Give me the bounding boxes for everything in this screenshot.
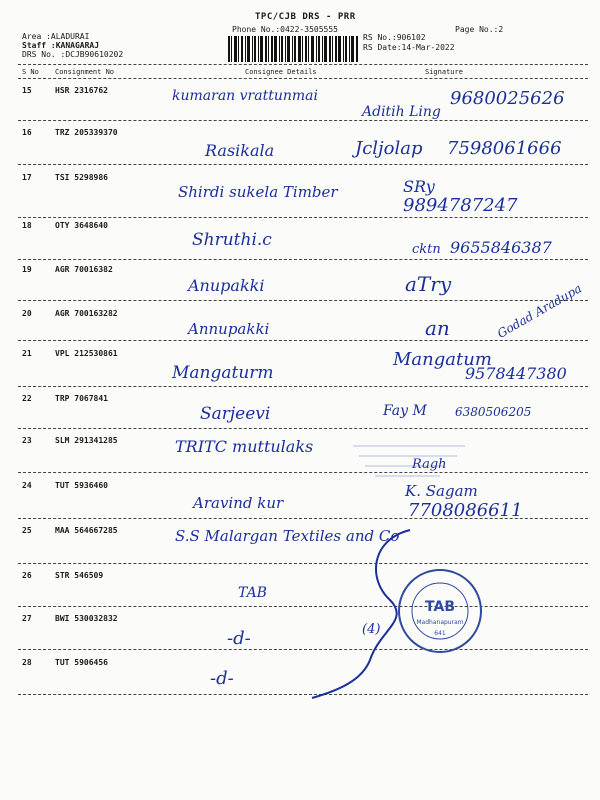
consignment-number: TUT 5936460 <box>55 481 108 490</box>
row-divider <box>18 300 588 301</box>
row-divider <box>18 259 588 260</box>
document-title: TPC/CJB DRS - PRR <box>255 12 356 22</box>
signature-handwriting: (4) <box>362 622 381 637</box>
row-number: 17 <box>22 173 32 182</box>
header-divider <box>18 78 588 79</box>
row-number: 25 <box>22 526 32 535</box>
col-sno: S No <box>22 68 39 76</box>
row-number: 15 <box>22 86 32 95</box>
consignment-number: VPL 212530861 <box>55 349 118 358</box>
row-divider <box>18 120 588 121</box>
barcode-icon <box>228 36 360 62</box>
consignee-handwriting: S.S Malargan Textiles and Co <box>175 527 400 545</box>
phone-handwriting: 6380506205 <box>455 405 532 419</box>
row-number: 22 <box>22 394 32 403</box>
stamp-code: 641 <box>434 630 446 637</box>
rs-number: RS No.:906102 <box>363 33 426 42</box>
consignment-number: SLM 291341285 <box>55 436 118 445</box>
row-divider <box>18 164 588 165</box>
area-field: Area :ALADURAI <box>22 32 90 41</box>
consignee-handwriting: Shruthi.c <box>192 230 272 250</box>
col-consignee: Consignee Details <box>245 68 317 76</box>
consignee-handwriting: Shirdi sukela Timber <box>178 183 338 201</box>
consignee-handwriting: Sarjeevi <box>200 404 271 424</box>
stamp-center: TAB <box>425 599 455 615</box>
row-number: 20 <box>22 309 32 318</box>
signature-handwriting: Fay M <box>383 403 427 419</box>
consignee-handwriting: -d- <box>227 628 251 649</box>
row-divider <box>18 472 588 473</box>
company-stamp <box>395 566 485 656</box>
consignment-number: OTY 3648640 <box>55 221 108 230</box>
signature-handwriting: Mangatum <box>393 349 492 370</box>
consignment-number: BWI 530032832 <box>55 614 118 623</box>
consignment-number: TRZ 205339370 <box>55 128 118 137</box>
rs-date: RS Date:14-Mar-2022 <box>363 43 455 52</box>
consignment-number: TSI 5298986 <box>55 173 108 182</box>
header-divider <box>18 64 588 65</box>
consignee-handwriting: kumaran vrattunmai <box>172 88 318 104</box>
row-divider <box>18 428 588 429</box>
phone-number: Phone No.:0422-3505555 <box>232 25 338 34</box>
phone-handwriting: 9680025626 <box>450 88 565 109</box>
row-number: 19 <box>22 265 32 274</box>
col-consignment: Consignment No <box>55 68 115 76</box>
signature-handwriting: Aditih Ling <box>362 104 441 120</box>
row-number: 18 <box>22 221 32 230</box>
row-number: 21 <box>22 349 32 358</box>
phone-handwriting: 9894787247 <box>403 195 518 216</box>
row-divider <box>18 340 588 341</box>
row-number: 27 <box>22 614 32 623</box>
signature-handwriting: cktn <box>412 242 441 257</box>
consignment-number: AGR 70016382 <box>55 265 113 274</box>
signature-handwriting: Ragh <box>412 457 447 472</box>
phone-handwriting: 9655846387 <box>450 238 552 257</box>
stamp-town: Madhanapuram <box>416 619 464 626</box>
phone-handwriting: 7708086611 <box>408 500 523 521</box>
consignee-handwriting: Mangaturm <box>172 363 274 383</box>
consignment-number: AGR 700163282 <box>55 309 118 318</box>
consignment-number: STR 546509 <box>55 571 104 580</box>
consignment-number: MAA 564667285 <box>55 526 118 535</box>
signature-handwriting: SRy <box>403 177 435 196</box>
consignee-handwriting: Annupakki <box>188 320 270 338</box>
signature-handwriting: an <box>425 316 450 340</box>
row-number: 16 <box>22 128 32 137</box>
drs-number: DRS No. :DCJB90610202 <box>22 50 124 59</box>
consignee-handwriting: -d- <box>210 668 234 689</box>
faded-stamp <box>345 440 485 490</box>
row-number: 24 <box>22 481 32 490</box>
phone-handwriting: 7598061666 <box>447 138 562 159</box>
consignee-handwriting: TRITC muttulaks <box>175 437 314 456</box>
signature-handwriting: Jcljolap <box>355 138 423 159</box>
row-divider <box>18 217 588 218</box>
row-divider <box>18 518 588 519</box>
consignee-handwriting: Rasikala <box>205 141 275 160</box>
row-divider <box>18 386 588 387</box>
signature-handwriting: K. Sagam <box>405 482 478 500</box>
row-number: 28 <box>22 658 32 667</box>
col-signature: Signature <box>425 68 463 76</box>
consignee-handwriting: Anupakki <box>188 276 265 295</box>
page-number: Page No.:2 <box>455 25 504 34</box>
consignment-number: TRP 7067841 <box>55 394 108 403</box>
consignee-handwriting: TAB <box>238 585 267 601</box>
phone-handwriting: 9578447380 <box>465 364 567 383</box>
consignment-number: TUT 5906456 <box>55 658 108 667</box>
signature-handwriting: aTry <box>405 272 452 296</box>
row-number: 23 <box>22 436 32 445</box>
consignee-handwriting: Aravind kur <box>193 494 284 512</box>
signature-handwriting: Godad Aradupa <box>494 281 585 341</box>
consignment-number: HSR 2316762 <box>55 86 108 95</box>
row-number: 26 <box>22 571 32 580</box>
staff-field: Staff :KANAGARAJ <box>22 41 100 50</box>
